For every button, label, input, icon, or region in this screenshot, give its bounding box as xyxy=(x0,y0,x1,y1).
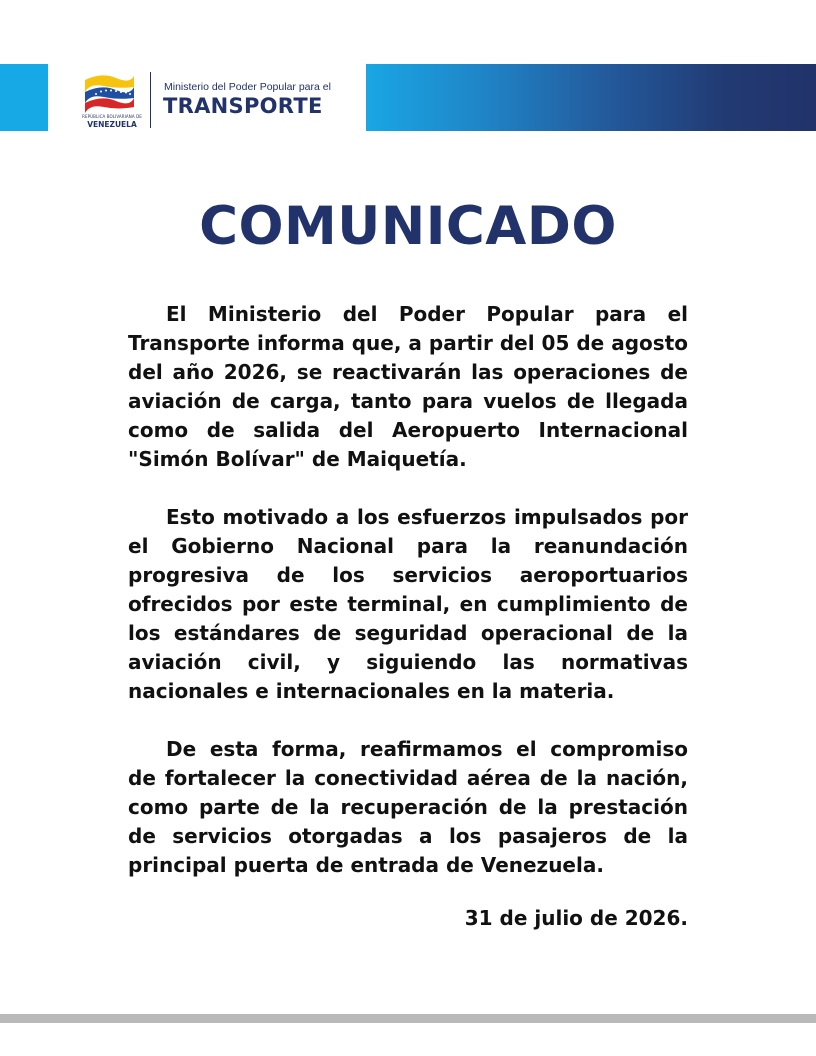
document-date: 31 de julio de 2026. xyxy=(464,906,688,930)
ministry-name: TRANSPORTE xyxy=(163,94,323,118)
document-body xyxy=(128,300,688,909)
header-gradient-band xyxy=(366,64,816,131)
logo-divider xyxy=(150,72,151,128)
footer-bar xyxy=(0,1014,816,1023)
ministry-logo xyxy=(78,68,348,130)
venezuela-flag-icon xyxy=(82,70,136,114)
country-label: VENEZUELA xyxy=(87,120,137,129)
document-title: COMUNICADO xyxy=(199,196,617,257)
ministry-subtitle: Ministerio del Poder Popular para el xyxy=(164,81,331,93)
letterhead xyxy=(0,64,816,131)
country-label-small: REPÚBLICA BOLIVARIANA DE xyxy=(82,114,142,119)
paragraph: Esto motivado a los esfuerzos impulsados por el Gobierno Nacional para la reanundación progresiva de los servicios aeroportuarios ofrecidos por este terminal, en cumplimiento de los estándares de seguridad operacional de la aviación civil, y siguiendo las normativas nacionales e internacionales en la materia. xyxy=(128,505,688,703)
paragraph: De esta forma, reafirmamos el compromiso de fortalecer la conectividad aérea de la nación, como parte de la recuperación de la prestación de servicios otorgadas a los pasajeros de la principal puerta de entrada de Venezuela. xyxy=(128,737,688,877)
paragraph: El Ministerio del Poder Popular para el Transporte informa que, a partir del 05 de agosto del año 2026, se reactivarán las operaciones de aviación de carga, tanto para vuelos de llegada como de salida del Aeropuerto Internacional "Simón Bolívar" de Maiquetía. xyxy=(128,302,688,471)
header-accent-block xyxy=(0,64,48,131)
